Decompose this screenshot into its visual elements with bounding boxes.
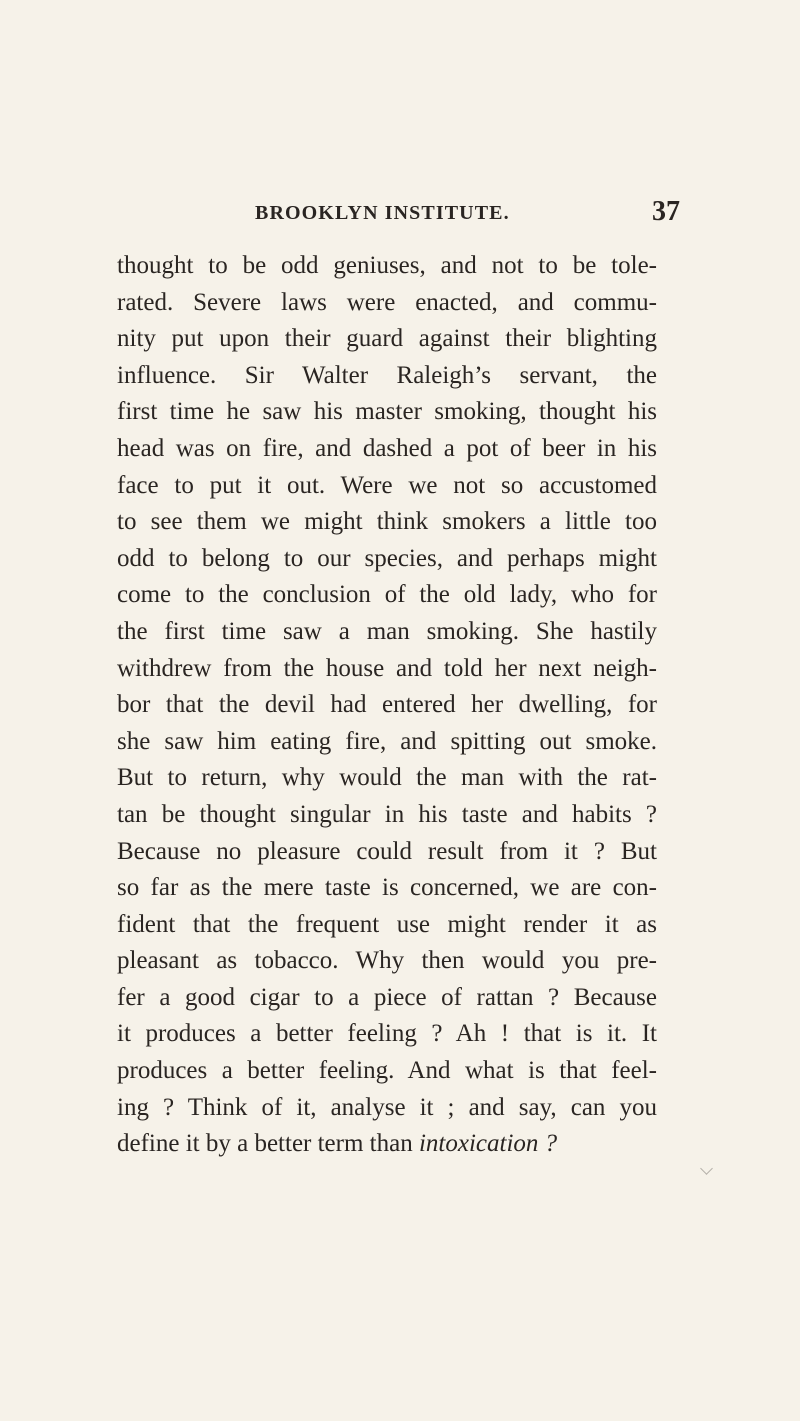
text-line: thought to be odd geniuses, and not to be tole-: [117, 252, 657, 279]
text-line: pleasant as tobacco. Why then would you pre-: [117, 947, 657, 975]
text-line: But to return, why would the man with the rat-: [117, 764, 657, 792]
text-line: face to put it out. Were we not so accustomed: [117, 471, 657, 499]
page-number: 37: [652, 196, 680, 227]
text-line: first time he saw his master smoking, thought his: [117, 398, 657, 426]
text-line: produces a better feeling. And what is that feel-: [117, 1057, 657, 1085]
text-line: Because no pleasure could result from it ? But: [117, 837, 657, 865]
running-title: BROOKLYN INSTITUTE.: [255, 202, 510, 224]
text-line-last: [117, 1126, 657, 1163]
text-line: she saw him eating fire, and spitting out smoke.: [117, 727, 657, 755]
text-line: fer a good cigar to a piece of rattan ? Because: [117, 983, 657, 1011]
text-line: odd to belong to our species, and perhaps might: [117, 544, 657, 572]
text-line: tan be thought singular in his taste and habits ?: [117, 800, 657, 828]
text-line: to see them we might think smokers a little too: [117, 508, 657, 536]
body-paragraph: [117, 248, 657, 1163]
text-line: rated. Severe laws were enacted, and commu-: [117, 288, 657, 316]
text-line: withdrew from the house and told her next neigh-: [117, 654, 657, 682]
text-line: nity put upon their guard against their blighting: [117, 325, 657, 353]
italic-term: intoxication ?: [418, 1130, 558, 1158]
last-line-start: define it by a better term than: [117, 1130, 419, 1158]
text-line: so far as the mere taste is concerned, we are con-: [117, 874, 657, 902]
margin-mark-icon: [700, 1162, 713, 1175]
text-line: the first time saw a man smoking. She hastily: [117, 617, 657, 645]
text-line: bor that the devil had entered her dwelling, for: [117, 691, 657, 719]
text-line: it produces a better feeling ? Ah ! that is it. It: [117, 1020, 657, 1048]
text-line: head was on fire, and dashed a pot of beer in his: [117, 434, 657, 462]
text-line: fident that the frequent use might render it as: [117, 910, 657, 938]
text-line: come to the conclusion of the old lady, who for: [117, 581, 657, 609]
text-line: ing ? Think of it, analyse it ; and say, can you: [117, 1093, 657, 1121]
running-head: [240, 196, 680, 236]
text-line: influence. Sir Walter Raleigh’s servant, the: [117, 361, 657, 389]
